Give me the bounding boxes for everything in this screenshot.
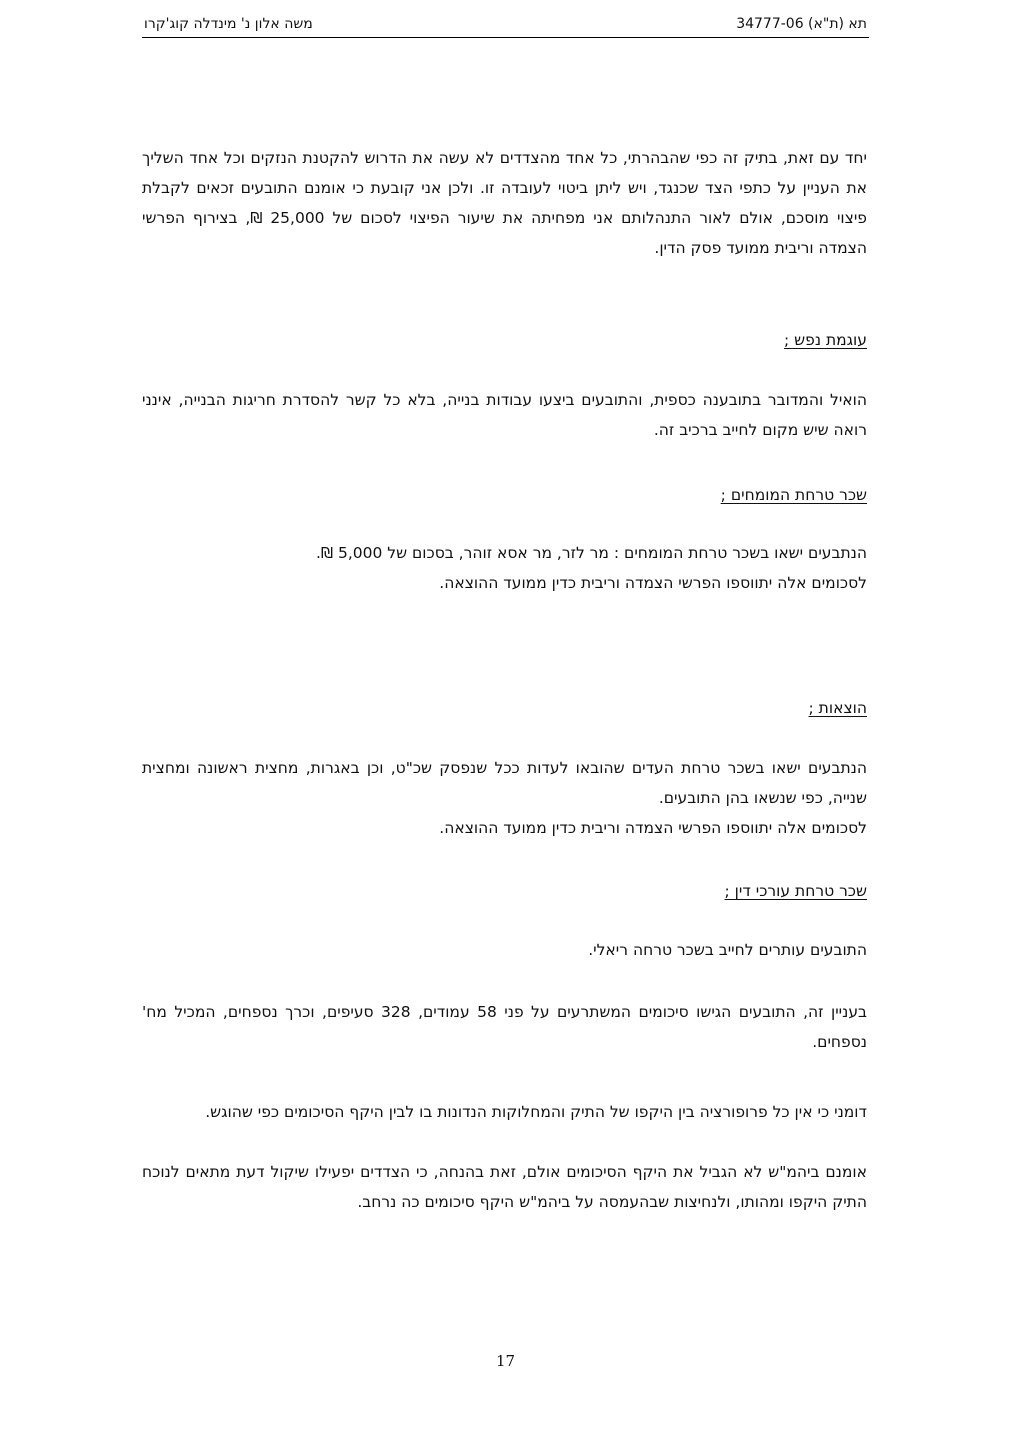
section-heading-attorney-fee [142, 876, 867, 906]
case-number: תא (ת"א) 34777-06 [736, 16, 867, 32]
intro-paragraph: יחד עם זאת, בתיק זה כפי שהבהרתי, כל אחד מהצדדים לא עשה את הדרוש להקטנת הנזקים וכל אחד השליך את העניין על כתפי הצד שכנגד, ויש ליתן ביטוי לעובדה זו. ולכן אני קובעת כי אומנם התובעים זכאים לקבלת פיצוי מוסכם, אולם לאור התנהלותם אני מפחיתה את שיעור הפיצוי לסכום של 25,000 ₪, בצירוף הפרשי הצמדה וריבית ממועד פסק הדין. [142, 149, 867, 257]
proportionality-paragraph: דומני כי אין כל פרופורציה בין היקפו של התיק והמחלוקות הנדונות בו לבין היקף הסיכומים כפי שהוגש. [205, 1103, 867, 1121]
summaries-volume-paragraph: בעניין זה, התובעים הגישו סיכומים המשתרעים על פני 58 עמודים, 328 סעיפים, וכרך נספחים, המכיל מח' נספחים. [142, 1003, 867, 1051]
expenses-interest-line: לסכומים אלה יתווספו הפרשי הצמדה וריבית כדין ממועד ההוצאה. [439, 819, 867, 837]
attorney-fee-claim: התובעים עותרים לחייב בשכר טרחה ריאלי. [588, 941, 867, 959]
court-discretion-paragraph: אומנם ביהמ"ש לא הגביל את היקף הסיכומים אולם, זאת בהנחה, כי הצדדים יפעילו שיקול דעת מתאים לנוכח התיק היקפו ומהותו, ולנחיצות שבהעמסה על ביהמ"ש היקף סיכומים כה נרחב. [142, 1163, 867, 1211]
heading-text: הוצאות ; [808, 699, 867, 717]
page-header [142, 14, 869, 38]
section-heading-mental-anguish [142, 325, 867, 355]
heading-text: עוגמת נפש ; [784, 331, 867, 349]
heading-text: שכר טרחת עורכי דין ; [724, 882, 867, 900]
experts-fee-interest-line: לסכומים אלה יתווספו הפרשי הצמדה וריבית כדין ממועד ההוצאה. [439, 574, 867, 592]
experts-fee-line: הנתבעים ישאו בשכר טרחת המומחים : מר לזר, מר אסא זוהר, בסכום של 5,000 ₪. [315, 544, 867, 562]
mental-anguish-paragraph: הואיל והמדובר בתובענה כספית, והתובעים ביצעו עבודות בנייה, בלא כל קשר להסדרת חריגות הבנייה, אינני רואה שיש מקום לחייב ברכיב זה. [142, 391, 867, 439]
case-parties: משה אלון נ' מינדלה קוג'קרו [144, 16, 313, 32]
section-heading-experts-fee [142, 480, 867, 510]
expenses-paragraph: הנתבעים ישאו בשכר טרחת העדים שהובאו לעדות ככל שנפסק שכ"ט, וכן באגרות, מחצית ראשונה ומחצית שנייה, כפי שנשאו בהן התובעים. [142, 759, 867, 807]
page-number: 17 [495, 1352, 516, 1370]
section-heading-expenses [142, 693, 867, 723]
heading-text: שכר טרחת המומחים ; [720, 486, 867, 504]
experts-fee-paragraph [142, 538, 867, 598]
